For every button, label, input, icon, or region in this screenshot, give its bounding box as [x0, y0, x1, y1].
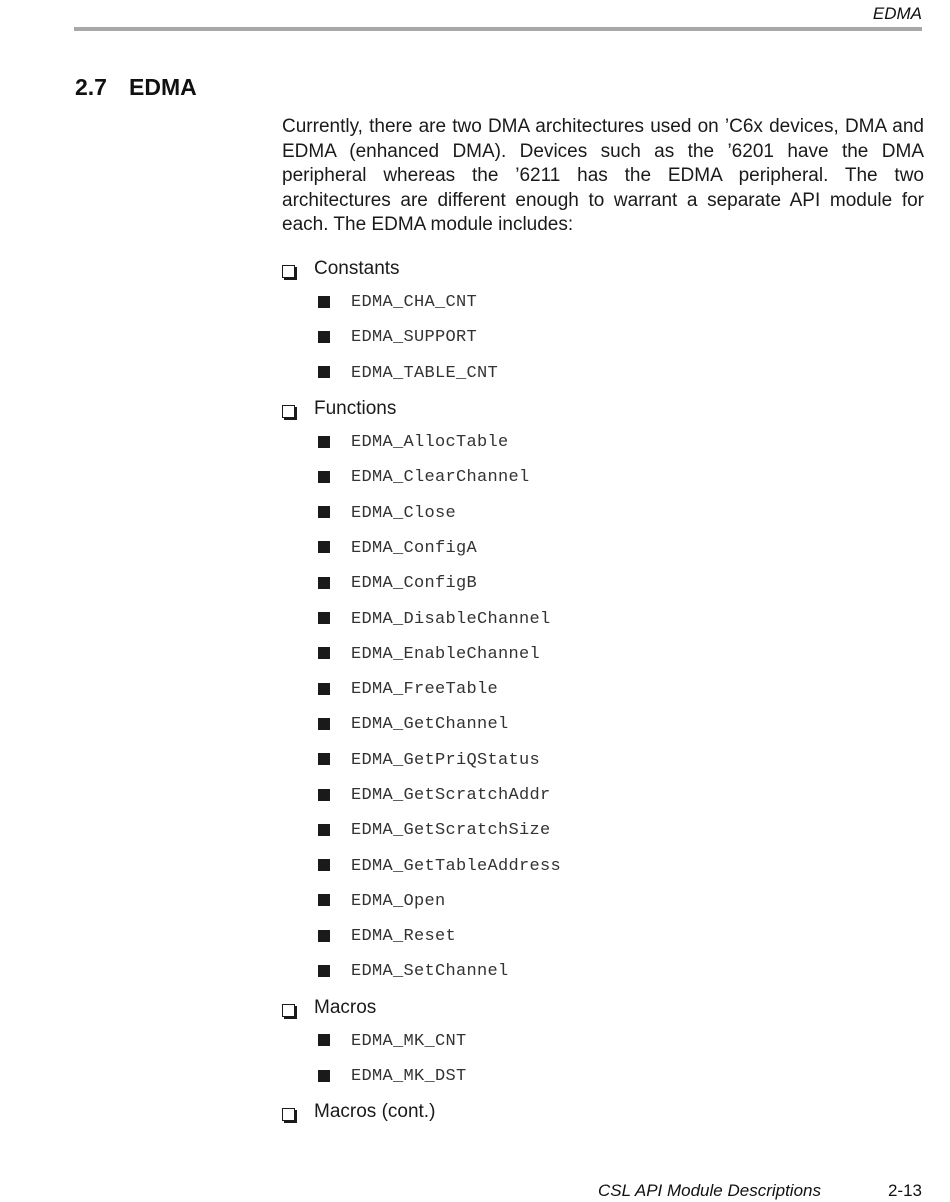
list-item — [282, 743, 924, 778]
api-identifier: EDMA_ConfigA — [351, 538, 478, 558]
api-identifier: EDMA_Reset — [351, 927, 457, 947]
square-bullet-icon — [318, 296, 330, 308]
api-identifier: EDMA_GetChannel — [351, 715, 509, 735]
footer-title: CSL API Module Descriptions — [598, 1181, 821, 1200]
square-bullet-icon — [318, 1034, 330, 1046]
checkbox-bullet-icon — [282, 405, 295, 418]
api-identifier: EDMA_CHA_CNT — [351, 293, 478, 313]
square-bullet-icon — [318, 331, 330, 343]
list-item — [282, 954, 924, 989]
square-bullet-icon — [318, 1070, 330, 1082]
list-item — [282, 1024, 924, 1059]
list-item — [282, 919, 924, 954]
list-item — [282, 495, 924, 530]
section-heading — [75, 74, 197, 101]
api-identifier: EDMA_Open — [351, 891, 446, 911]
checkbox-bullet-icon — [282, 1004, 295, 1017]
checkbox-bullet-icon — [282, 1108, 295, 1121]
api-identifier: EDMA_MK_DST — [351, 1067, 467, 1087]
api-identifier: EDMA_EnableChannel — [351, 644, 541, 664]
item-list — [282, 285, 924, 391]
group-title — [282, 992, 924, 1024]
square-bullet-icon — [318, 506, 330, 518]
list-item — [282, 601, 924, 636]
api-identifier: EDMA_FreeTable — [351, 680, 499, 700]
square-bullet-icon — [318, 718, 330, 730]
group-title-label: Macros (cont.) — [314, 1101, 436, 1123]
list-item — [282, 707, 924, 742]
square-bullet-icon — [318, 894, 330, 906]
list-item — [282, 531, 924, 566]
list-item — [282, 672, 924, 707]
api-identifier: EDMA_TABLE_CNT — [351, 363, 499, 383]
group-title-label: Constants — [314, 258, 400, 279]
square-bullet-icon — [318, 859, 330, 871]
list-item — [282, 778, 924, 813]
square-bullet-icon — [318, 683, 330, 695]
api-identifier: EDMA_GetScratchAddr — [351, 786, 551, 805]
group-title — [282, 393, 924, 425]
item-list — [282, 1024, 924, 1095]
list-item — [282, 848, 924, 883]
square-bullet-icon — [318, 612, 330, 624]
api-identifier: EDMA_ConfigB — [351, 574, 478, 594]
item-list — [282, 425, 924, 990]
square-bullet-icon — [318, 647, 330, 659]
square-bullet-icon — [318, 471, 330, 483]
square-bullet-icon — [318, 541, 330, 553]
page-number: 2-13 — [887, 1181, 922, 1200]
list-item — [282, 285, 924, 320]
api-identifier: EDMA_Close — [351, 503, 457, 523]
section-title: EDMA — [129, 74, 197, 100]
api-identifier: EDMA_DisableChannel — [351, 609, 551, 629]
list-item — [282, 425, 924, 460]
group-title-label: Macros — [314, 996, 377, 1018]
section-number: 2.7 — [75, 74, 107, 100]
module-contents — [282, 253, 924, 1128]
list-group — [282, 992, 924, 1095]
square-bullet-icon — [318, 753, 330, 765]
square-bullet-icon — [318, 577, 330, 589]
list-group — [282, 253, 924, 391]
api-identifier: EDMA_MK_CNT — [351, 1031, 467, 1051]
group-title — [282, 253, 924, 285]
list-item — [282, 637, 924, 672]
api-identifier: EDMA_SUPPORT — [351, 328, 478, 348]
group-title-label: Functions — [314, 397, 397, 419]
square-bullet-icon — [318, 824, 330, 836]
api-identifier: EDMA_AllocTable — [351, 433, 509, 453]
intro-paragraph: Currently, there are two DMA architectures used on ’C6x devices, DMA and EDMA (enhanced DMA). Devices such as the ’6201 have the DMA peripheral whereas the ’6211 has the EDMA peripheral. The two architectures are different enough to warrant a separate API module for each. The EDMA module includes: — [282, 116, 924, 235]
list-item — [282, 884, 924, 919]
api-identifier: EDMA_GetTableAddress — [351, 856, 562, 876]
list-group — [282, 1096, 924, 1128]
square-bullet-icon — [318, 965, 330, 977]
list-item — [282, 813, 924, 848]
list-item — [282, 1059, 924, 1094]
square-bullet-icon — [318, 930, 330, 942]
list-item — [282, 460, 924, 495]
header-rule — [74, 27, 922, 31]
square-bullet-icon — [318, 366, 330, 378]
square-bullet-icon — [318, 436, 330, 448]
square-bullet-icon — [318, 789, 330, 801]
list-item — [282, 566, 924, 601]
running-head: EDMA — [872, 4, 922, 23]
api-identifier: EDMA_SetChannel — [351, 962, 509, 982]
list-item — [282, 356, 924, 391]
checkbox-bullet-icon — [282, 265, 295, 278]
api-identifier: EDMA_GetPriQStatus — [351, 750, 541, 770]
api-identifier: EDMA_GetScratchSize — [351, 821, 551, 841]
api-identifier: EDMA_ClearChannel — [351, 468, 530, 488]
list-group — [282, 393, 924, 990]
group-title — [282, 1096, 924, 1128]
list-item — [282, 320, 924, 355]
